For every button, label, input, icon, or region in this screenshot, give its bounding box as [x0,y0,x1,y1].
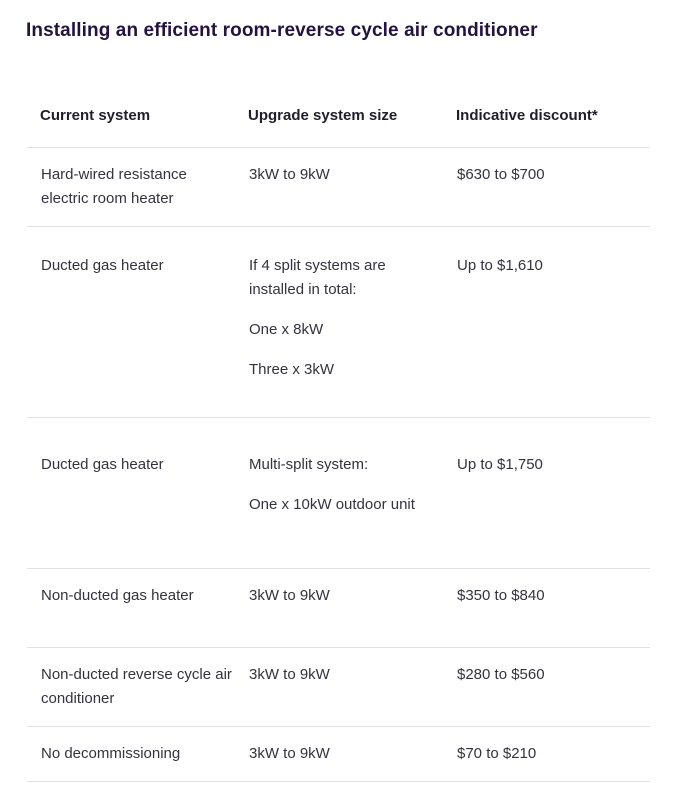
column-header-indicative-discount: Indicative discount* [456,107,598,124]
table-row [27,148,650,227]
discount-cell: $630 to $700 [457,166,545,183]
discount-cell: $350 to $840 [457,587,545,604]
upgrade-size-cell [235,648,443,726]
table-row [27,648,650,727]
discount-cell: $70 to $210 [457,745,537,762]
discount-cell: $280 to $560 [457,666,545,683]
upgrade-size-text: Multi-split system: [249,456,369,473]
current-system-cell: Ducted gas heater [41,257,164,274]
upgrade-size-cell [235,438,443,568]
current-system-cell: Non-ducted reverse cycle air conditioner [41,666,232,707]
page-title: Installing an efficient room-reverse cycle air conditioner [26,20,538,41]
current-system-cell: Hard-wired resistance electric room heater [41,166,187,207]
upgrade-size-text: One x 10kW outdoor unit [249,496,415,513]
table-row [27,418,650,569]
table-row [27,727,650,782]
current-system-cell: No decommissioning [41,745,181,762]
column-header-current-system: Current system [40,107,151,124]
upgrade-size-text: 3kW to 9kW [249,666,330,683]
upgrade-size-cell [235,239,443,417]
upgrade-size-text: One x 8kW [249,321,324,338]
upgrade-size-cell [235,569,443,647]
upgrade-size-text: 3kW to 9kW [249,587,330,604]
upgrade-size-cell [235,727,443,781]
discount-table [27,96,650,782]
table-header-row [27,96,650,148]
upgrade-size-text: Three x 3kW [249,361,335,378]
current-system-cell: Ducted gas heater [41,456,164,473]
upgrade-size-text: 3kW to 9kW [249,166,330,183]
column-header-upgrade-system-size: Upgrade system size [248,107,398,124]
current-system-cell: Non-ducted gas heater [41,587,194,604]
upgrade-size-cell [235,148,443,226]
table-row [27,569,650,648]
upgrade-size-text: If 4 split systems are installed in total: [249,257,386,298]
table-row [27,227,650,418]
discount-cell: Up to $1,750 [457,456,543,473]
upgrade-size-text: 3kW to 9kW [249,745,330,762]
discount-cell: Up to $1,610 [457,257,543,274]
